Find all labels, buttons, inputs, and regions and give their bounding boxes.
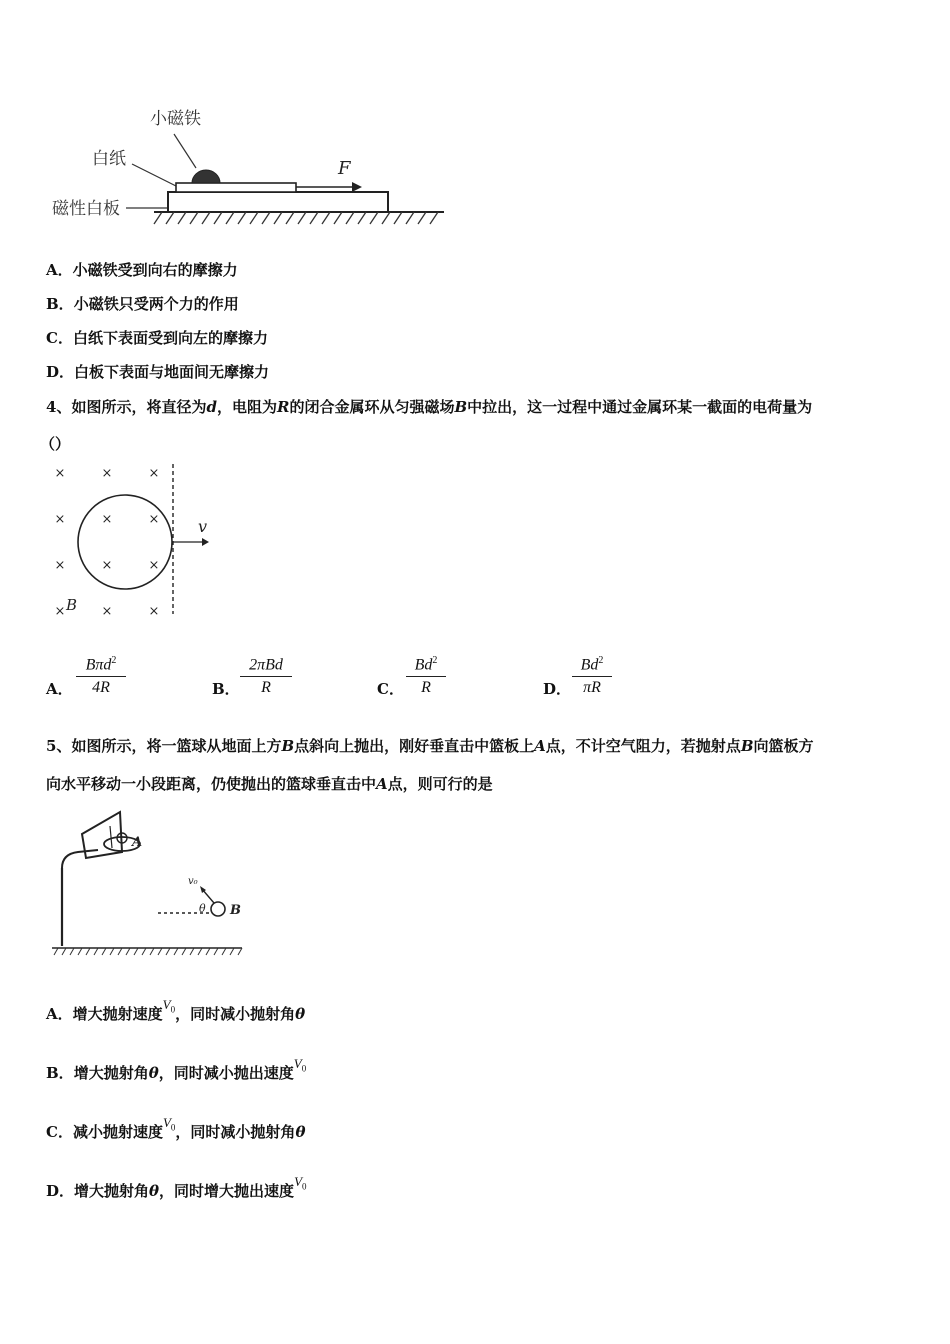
magnet-board-figure <box>46 100 456 240</box>
q3-option-a[interactable]: A．小磁铁受到向右的摩擦力 <box>46 261 238 279</box>
label-magnetic-board: 磁性白板 <box>52 199 120 219</box>
svg-text:×: × <box>101 512 113 527</box>
label-small-magnet: 小磁铁 <box>150 109 201 129</box>
q5-stem-line2: 向水平移动一小段距离，仍使抛出的篮球垂直击中A点，则可行的是 <box>46 775 493 793</box>
svg-text:×: × <box>148 466 160 481</box>
q3-option-b[interactable]: B．小磁铁只受两个力的作用 <box>46 295 239 313</box>
q5-option-d[interactable]: D．增大抛射角θ，同时增大抛出速度$V_0$ <box>46 1174 307 1200</box>
svg-text:×: × <box>101 558 113 573</box>
q5-option-b[interactable]: B．增大抛射角θ，同时减小抛出速度$V_0$ <box>46 1056 307 1082</box>
svg-text:×: × <box>101 466 113 481</box>
velocity-label-v0: v₀ <box>188 876 198 887</box>
q4-answer-bracket: （） <box>40 435 71 453</box>
point-label-A: A <box>132 835 143 850</box>
q3-option-d[interactable]: D．白板下表面与地面间无摩擦力 <box>46 363 270 381</box>
svg-text:×: × <box>54 604 66 619</box>
svg-text:×: × <box>148 604 160 619</box>
svg-text:×: × <box>101 604 113 619</box>
svg-text:×: × <box>148 512 160 527</box>
label-force-F: F <box>338 158 351 179</box>
q5-option-a[interactable]: A．增大抛射速度$V_0$，同时减小抛射角θ <box>46 997 306 1023</box>
angle-label-theta: θ <box>199 902 206 915</box>
q5-option-c[interactable]: C．减小抛射速度$V_0$，同时减小抛射角θ <box>46 1115 306 1141</box>
svg-text:×: × <box>54 512 66 527</box>
svg-text:×: × <box>148 558 160 573</box>
svg-text:×: × <box>54 558 66 573</box>
point-label-B: B <box>230 903 241 918</box>
field-label-B: B <box>66 596 78 614</box>
q4-stem: 4、如图所示，将直径为d，电阻为R的闭合金属环从匀强磁场B中拉出，这一过程中通过金属环某一截面的电荷量为 <box>46 398 813 416</box>
magnetic-field-ring-figure <box>46 460 226 620</box>
basketball-hoop-figure <box>50 806 250 961</box>
svg-text:×: × <box>54 466 66 481</box>
label-white-paper: 白纸 <box>92 149 126 169</box>
q3-option-c[interactable]: C．白纸下表面受到向左的摩擦力 <box>46 329 268 347</box>
q5-stem-line1: 5、如图所示，将一篮球从地面上方B点斜向上抛出，刚好垂直击中篮板上A点，不计空气阻力，若抛射点B向篮板方 <box>46 737 814 755</box>
velocity-label-v: v <box>198 517 208 536</box>
